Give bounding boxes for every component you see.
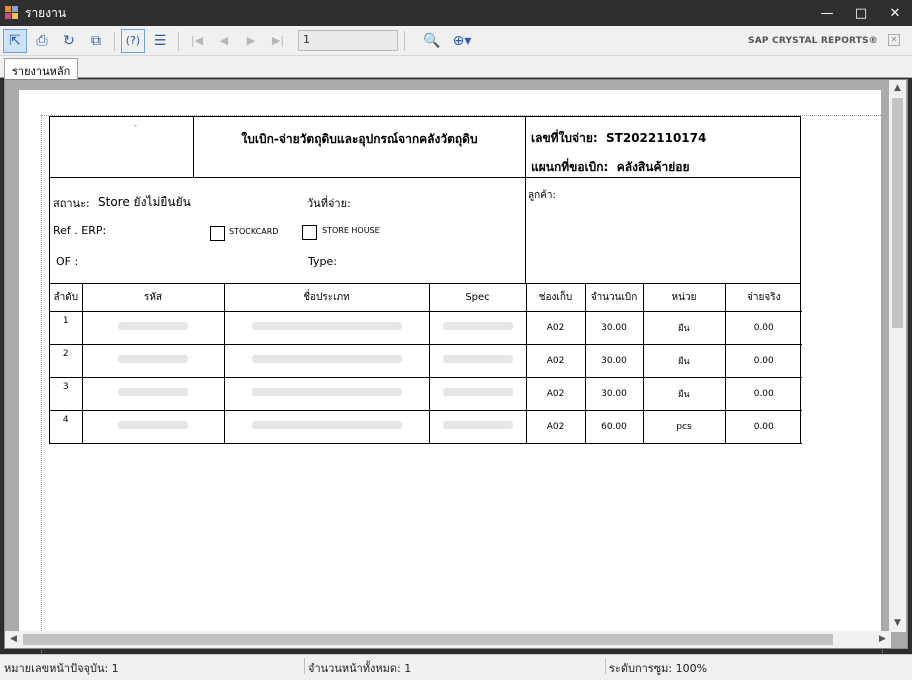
cell-qty: 30.00 [585, 311, 643, 344]
table-row [50, 344, 802, 377]
cell-loc: A02 [526, 344, 585, 377]
column-header: จำนวนเบิก [585, 284, 643, 311]
zoom-level-status: ระดับการซูม: 100% [609, 662, 708, 675]
help-icon[interactable]: (?) [121, 29, 145, 53]
cell-loc: A02 [526, 410, 585, 443]
export-icon[interactable]: ⇱ [3, 29, 27, 53]
cell-code-redacted [82, 311, 224, 344]
current-page-status: หมายเลขหน้าปัจจุบัน: 1 [4, 662, 119, 675]
storehouse-label: STORE HOUSE [322, 226, 380, 235]
scroll-up-icon[interactable]: ▲ [894, 83, 901, 93]
scroll-left-icon[interactable]: ◀ [10, 634, 17, 644]
cell-qty: 30.00 [585, 377, 643, 410]
cell-paid: 0.00 [725, 344, 802, 377]
stockcard-checkbox [210, 226, 225, 241]
cell-unit: ผืน [643, 344, 725, 377]
cell-qty: 60.00 [585, 410, 643, 443]
horizontal-scrollbar[interactable] [5, 631, 891, 648]
status-bar [0, 654, 912, 680]
last-page-icon[interactable]: ▶| [271, 34, 285, 47]
report-page [19, 90, 881, 644]
dept-value: คลังสินค้าย่อย [616, 160, 690, 174]
stockcard-label: STOCKCARD [229, 227, 279, 236]
cell-name-redacted [224, 311, 429, 344]
vertical-scrollbar[interactable] [889, 80, 906, 632]
total-pages-status: จำนวนหน้าทั้งหมด: 1 [308, 662, 412, 675]
copy-icon[interactable]: ⧉ [91, 32, 101, 49]
close-panel-icon[interactable]: ✕ [888, 34, 900, 46]
cell-paid: 0.00 [725, 311, 802, 344]
viewer-toolbar [0, 26, 912, 56]
cell-paid: 0.00 [725, 410, 802, 443]
cell-unit: ผืน [643, 377, 725, 410]
binoculars-icon[interactable]: 🔍 [423, 32, 441, 49]
zoom-icon[interactable]: ⊕▾ [452, 32, 472, 49]
title-bar [0, 0, 912, 26]
table-header-row [50, 284, 802, 311]
report-title: ใบเบิก-จ่ายวัตถุดิบและอุปกรณ์จากคลังวัตถุดิบ [194, 117, 526, 177]
toolbar-separator [114, 31, 115, 51]
toolbar-separator [404, 31, 405, 51]
logo-text: - [134, 121, 137, 130]
brand-label: SAP CRYSTAL REPORTS® [748, 36, 878, 46]
column-header: Spec [429, 284, 526, 311]
status-separator [304, 658, 305, 674]
cell-name-redacted [224, 410, 429, 443]
table-row [50, 311, 802, 344]
report-header [50, 116, 800, 178]
customer-label: ลูกค้า: [528, 190, 556, 201]
of-label: OF : [56, 255, 79, 268]
column-header: หน่วย [643, 284, 725, 311]
column-header: ลำดับ [50, 284, 82, 311]
page-number-input[interactable]: 1 [298, 30, 398, 51]
doc-info [526, 117, 800, 177]
cell-spec-redacted [429, 311, 526, 344]
doc-no-label: เลขที่ใบจ่าย: [531, 131, 598, 145]
cell-spec-redacted [429, 377, 526, 410]
print-icon[interactable]: ⎙ [36, 32, 48, 49]
cell-loc: A02 [526, 377, 585, 410]
cell-no: 1 [50, 311, 82, 344]
cell-code-redacted [82, 377, 224, 410]
cell-no: 4 [50, 410, 82, 443]
cell-code-redacted [82, 410, 224, 443]
cell-name-redacted [224, 344, 429, 377]
status-separator [605, 658, 606, 674]
status-value: Store ยังไม่ยืนยัน [98, 195, 191, 209]
toolbar-separator [178, 31, 179, 51]
column-header: ช่องเก็บ [526, 284, 585, 311]
vertical-scroll-thumb[interactable] [892, 98, 903, 328]
horizontal-scroll-thumb[interactable] [23, 634, 833, 645]
app-icon [5, 6, 19, 20]
ref-erp-label: Ref . ERP: [53, 224, 107, 237]
cell-spec-redacted [429, 344, 526, 377]
doc-no-value: ST2022110174 [606, 131, 707, 145]
table-row [50, 377, 802, 410]
cell-loc: A02 [526, 311, 585, 344]
group-tree-icon[interactable]: ☰ [153, 32, 167, 49]
close-icon[interactable]: ✕ [889, 5, 901, 21]
cell-code-redacted [82, 344, 224, 377]
tab-main-report[interactable]: รายงานหลัก [4, 58, 78, 79]
report-viewer [4, 79, 908, 649]
scroll-down-icon[interactable]: ▼ [894, 618, 901, 628]
cell-no: 2 [50, 344, 82, 377]
logo-area [50, 117, 194, 177]
pay-date-label: วันที่จ่าย: [307, 197, 351, 210]
tab-strip [0, 56, 912, 78]
column-header: ชื่อประเภท [224, 284, 429, 311]
scroll-right-icon[interactable]: ▶ [879, 634, 886, 644]
report-details [50, 178, 800, 284]
window-title: รายงาน [25, 5, 67, 20]
cell-spec-redacted [429, 410, 526, 443]
cell-paid: 0.00 [725, 377, 802, 410]
column-header: จ่ายจริง [725, 284, 802, 311]
cell-qty: 30.00 [585, 344, 643, 377]
next-page-icon[interactable]: ▶ [246, 34, 256, 47]
first-page-icon[interactable]: |◀ [190, 34, 204, 47]
status-label: สถานะ: [53, 197, 90, 210]
cell-no: 3 [50, 377, 82, 410]
column-header: รหัส [82, 284, 224, 311]
cell-unit: pcs [643, 410, 725, 443]
minimize-icon[interactable]: — [820, 5, 834, 21]
table-row [50, 410, 802, 443]
items-table [50, 284, 802, 444]
cell-unit: ผืน [643, 311, 725, 344]
dept-label: แผนกที่ขอเบิก: [531, 160, 609, 174]
previous-page-icon[interactable]: ◀ [219, 34, 229, 47]
storehouse-checkbox [302, 225, 317, 240]
cell-name-redacted [224, 377, 429, 410]
refresh-icon[interactable]: ↻ [63, 32, 75, 49]
report-form [49, 116, 801, 444]
maximize-icon[interactable]: □ [854, 5, 868, 21]
type-label: Type: [308, 255, 337, 268]
